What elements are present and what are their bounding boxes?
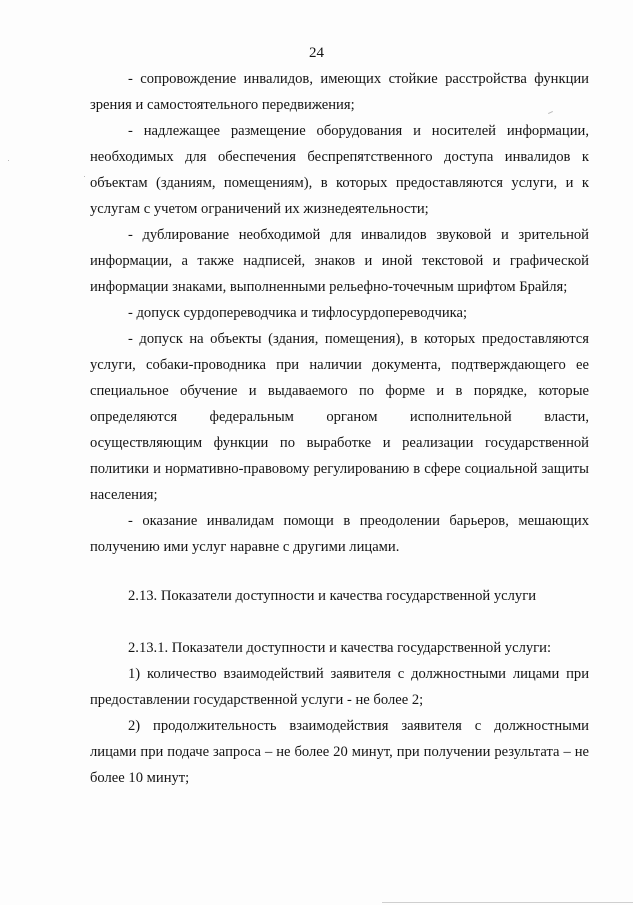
paragraph-barrier-assistance: - оказание инвалидам помощи в преодолении барьеров, мешающих получению ими услуг наравне с другими лицами. <box>90 513 589 555</box>
paragraph-interaction-count: 1) количество взаимодействий заявителя с должностными лицами при предоставлении государственной услуги - не более 2; <box>90 666 589 708</box>
paragraph-escort: - сопровождение инвалидов, имеющих стойкие расстройства функции зрения и самостоятельного передвижения; <box>90 71 589 113</box>
accessibility-measures-list <box>90 66 589 560</box>
scan-edge-line <box>382 902 633 903</box>
paragraph-sign-interpreter: - допуск сурдопереводчика и тифлосурдопереводчика; <box>128 305 468 321</box>
scan-speck <box>8 160 9 161</box>
paragraph-equipment-placement: - надлежащее размещение оборудования и носителей информации, необходимых для обеспечения беспрепятственного доступа инвалидов к объектам (зданиям, помещениям), в которых предоставляются услуги, и к услугам с учетом ограничений их жизнедеятельности; <box>90 123 589 217</box>
paragraph-guide-dog: - допуск на объекты (здания, помещения), в которых предоставляются услуги, собаки-проводника при наличии документа, подтверждающего ее специальное обучение и выдаваемого по форме и в порядке, которые определяются федеральным органом исполнительной власти, осуществляющим функции по выработке и реализации государственной политики и нормативно-правовому регулированию в сфере социальной защиты населения; <box>90 331 589 503</box>
quality-indicators-list <box>90 635 589 791</box>
scan-speck <box>84 176 85 177</box>
paragraph-information-duplication: - дублирование необходимой для инвалидов звуковой и зрительной информации, а также надписей, знаков и иной текстовой и графической информации знаками, выполненными рельефно-точечным шрифтом Брайля; <box>90 227 589 295</box>
section-heading: 2.13. Показатели доступности и качества государственной услуги <box>128 588 537 604</box>
paragraph-interaction-duration: 2) продолжительность взаимодействия заявителя с должностными лицами при подаче запроса – не более 20 минут, при получении результата – не более 10 минут; <box>90 718 589 786</box>
paragraph-indicators-intro: 2.13.1. Показатели доступности и качества государственной услуги: <box>128 640 552 656</box>
page-number: 24 <box>309 45 324 61</box>
